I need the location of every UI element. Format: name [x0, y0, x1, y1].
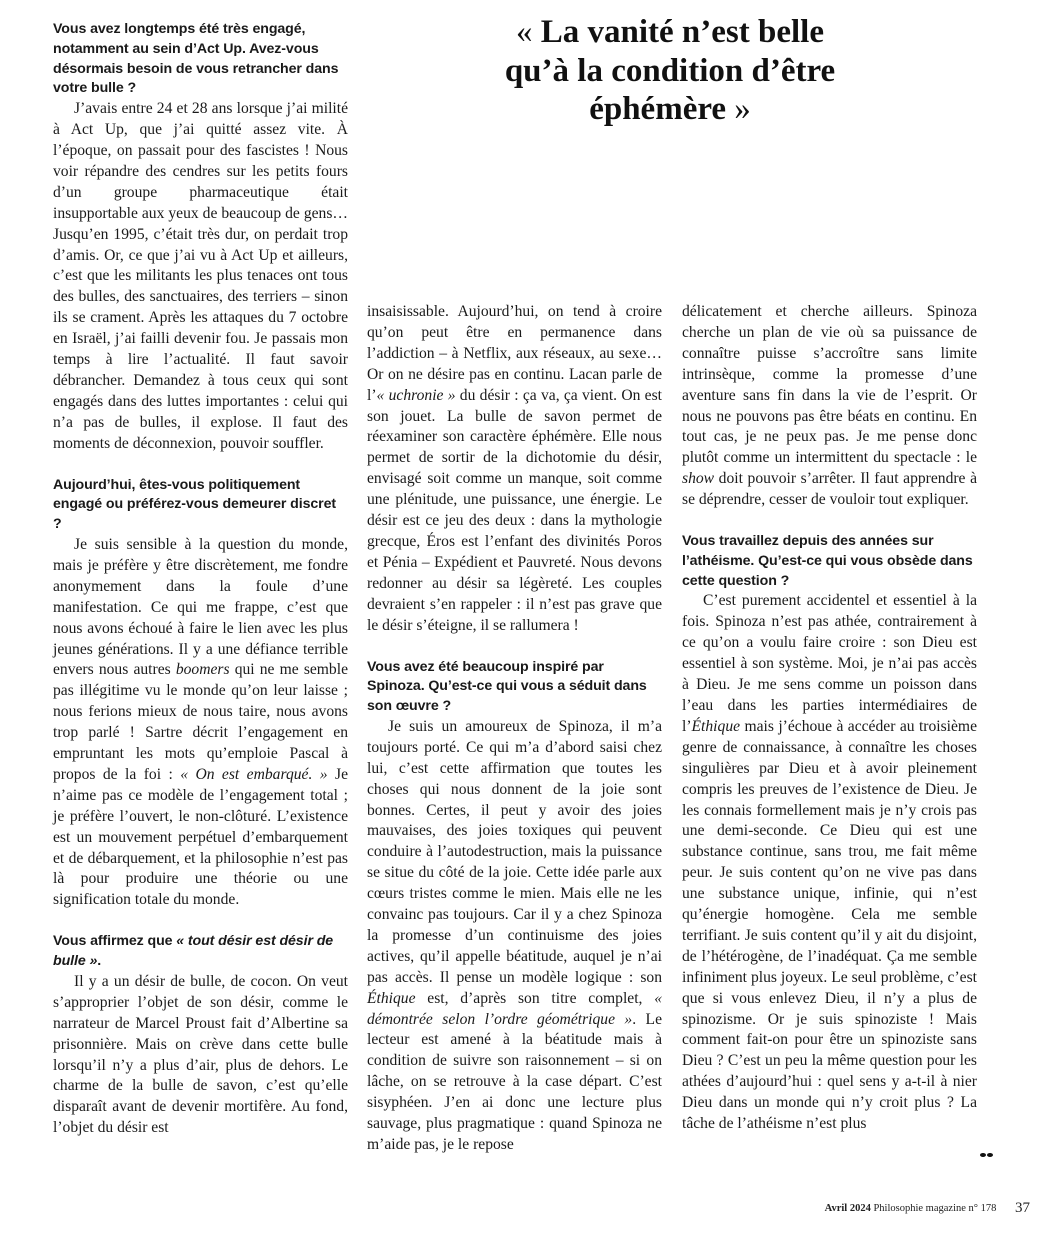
text-column-2: [367, 302, 662, 1156]
pull-quote-text: La vanité n’est belle qu’à la condition d’être éphémère: [504, 14, 836, 127]
answer-paragraph: Je suis un amoureux de Spinoza, il m’a toujours porté. Ce qui m’a d’abord saisi chez lui, c’est cette affirmation que toutes les choses qui nous donnent de la joie sont bonnes. Certes, il peut y avoir des joies mauvaises, des joies toxiques qui peuvent conduire à l’autodestruction, mais la puissance se situe du côté de la joie. Cette idée parle aux cœurs tristes comme le mien. Mais elle ne les convainc pas toujours. Car il y a chez Spinoza la promesse d’un continuisme des joies actives, qu’il appelle béatitude, auquel je n’ai pas accès. Il pense un modèle logique : son Éthique est, d’après son titre complet, « démontrée selon l’ordre géométrique ». Le lecteur est amené à la béatitude mais à condition de suivre son raisonnement – si on lâche, on se retrouve à la case départ. C’est sisyphéen. J’en ai donc une lecture plus sauvage, plus pragmatique : quand Spinoza ne m’aide pas, je le repose: [367, 717, 662, 1154]
page-footer: [760, 1200, 1030, 1217]
pull-quote-open-mark: «: [516, 14, 533, 50]
question-heading: Vous affirmez que « tout désir est désir de bulle ».: [53, 933, 334, 970]
text-column-1: [53, 20, 348, 1139]
footer-issue-number: n° 178: [968, 1203, 997, 1214]
answer-paragraph: C’est purement accidentel et essentiel à la fois. Spinoza n’est pas athée, contrairement à ce qu’on a voulu faire croire : son Dieu est essentiel à son système. Moi, je n’ai pas accès à Dieu. Je me sens comme un poisson dans l’eau dans les parties intermédiaires de l’Éthique mais j’échoue à accéder au troisième genre de connaissance, à connaître les choses singulières par Dieu et à avoir pleinement compris les preuves de l’existence de Dieu. Je les connais formellement mais je n’y crois pas une demi-seconde. Ce Dieu qui est une substance continue, sans trou, me fait même peur. Je suis content qu’on ne vive pas dans une substance unique, infinie, qui n’est qu’énergie homogène. Cela me semble terrifiant. Je suis content qu’il y ait du disjoint, de l’hétérogène, de l’inadéquat. Ça me semble infiniment plus joyeux. Le seul problème, c’est que si vous enlevez Dieu, il n’y a plus de spinozisme. Or je suis spinoziste ! Mais comment fait-on pour être un spinoziste sans Dieu ? C’est un peu la même question pour les athées d’aujourd’hui : quel sens y a-t-il à nier Dieu dans un monde qui n’y croit plus ? La tâche de l’athéisme n’est plus: [682, 592, 977, 1133]
pull-quote-close-mark: »: [734, 91, 751, 127]
page-number: 37: [1015, 1200, 1030, 1216]
footer-magazine-name: Philosophie magazine: [873, 1203, 966, 1214]
answer-paragraph: Il y a un désir de bulle, de cocon. On veut s’approprier l’objet de son désir, comme le narrateur de Marcel Proust fait d’Albertine sa prisonnière. Mais on crève dans cette bulle lorsqu’il n’y a plus d’air, plus de dehors. Le charme de la bulle de savon, c’est qu’elle disparaît avant de devenir mortifère. Au fond, l’objet du désir est: [53, 972, 348, 1137]
answer-paragraph: Je suis sensible à la question du monde, mais je préfère y être discrètement, me fondre anonymement dans la foule d’une manifestation. Ce qui me frappe, c’est que nous avons échoué à faire le lien avec les plus jeunes générations. Il y a une défiance terrible envers nous autres boomers qui ne me semble pas illégitime vu le monde qu’on leur laisse ; nous ferions mieux de nous taire, nous avons trop parlé ! Sartre décrit l’engagement en empruntant les mots qu’emploie Pascal à propos de la foi : « On est embarqué. » Je n’aime pas ce modèle de l’engagement total ; je préfère l’ouvert, le non-clôturé. L’existence est un mouvement perpétuel d’embarquement et de débarquement, et la philosophie n’est pas là pour produire une théorie ou une signification totale du monde.: [53, 535, 349, 909]
text-column-3: [682, 302, 977, 1135]
question-heading: Vous travaillez depuis des années sur l’athéisme. Qu’est-ce qui vous obsède dans cette question ?: [682, 533, 973, 589]
continue-arrow-icon: [980, 1146, 994, 1160]
question-heading: Aujourd’hui, êtes-vous politiquement engagé ou préférez-vous demeurer discret ?: [53, 476, 336, 533]
answer-paragraph: insaisissable. Aujourd’hui, on tend à croire qu’on peut être en permanence dans l’addiction – à Netflix, aux réseaux, au sexe… Or on ne désire pas en continu. Lacan parle de l’« uchronie » du désir : ça va, ça vient. On est son jouet. La bulle de savon permet de réexaminer son caractère éphémère. Elle nous permet de sortir de la dichotomie du désir, envisagé soit comme un manque, soit comme une plénitude, une puissance, une énergie. Le désir est ce jeu des deux : dans la mythologie grecque, Éros est l’enfant des divinités Poros et Pénia – Expédient et Pauvreté. Nous devons redonner au désir sa légèreté. Les couples devraient s’en rappeler : il n’est pas grave que le désir s’éteigne, il se rallumera !: [367, 303, 662, 634]
question-heading: Vous avez longtemps été très engagé, notamment au sein d’Act Up. Avez-vous désormais besoin de vous retrancher dans votre bulle ?: [53, 21, 339, 97]
question-heading: Vous avez été beaucoup inspiré par Spinoza. Qu’est-ce qui vous a séduit dans son œuvre ?: [367, 658, 647, 715]
pull-quote: [480, 13, 860, 129]
footer-issue-date: Avril 2024: [824, 1203, 871, 1214]
answer-paragraph: délicatement et cherche ailleurs. Spinoza cherche un plan de vie où sa puissance de connaître puisse s’accroître sans limite intrinsèque, comme la promesse d’une aventure sans fin dans la vie de l’esprit. Or nous ne pouvons pas être béats en continu. En tout cas, je ne peux pas. Je me pense donc plutôt comme un intermittent du spectacle : le show doit pouvoir s’arrêter. Il faut apprendre à se déprendre, cesser de vouloir tout expliquer.: [682, 303, 977, 509]
answer-paragraph: J’avais entre 24 et 28 ans lorsque j’ai milité à Act Up, que j’ai quitté assez vite. À l’époque, on passait pour des fascistes ! Nous voir répandre des cendres sur les petits fours d’un groupe pharmaceutique était insupportable aux yeux de beaucoup de gens… Jusqu’en 1995, c’était très dur, on perdait trop d’amis. Or, ce que j’ai vu à Act Up et ailleurs, c’est que les militants les plus tenaces ont tous des bulles, des sanctuaires, des terriers – sinon ils se crament. Après les attaques du 7 octobre en Israël, j’ai failli devenir fou. Je passais mon temps à lire l’actualité. Il faut savoir débrancher. Demandez à tous ceux qui sont engagés dans des luttes importantes : celui qui n’a pas de bulles, il explose. Il faut des moments de déconnexion, pouvoir souffler.: [53, 100, 348, 452]
